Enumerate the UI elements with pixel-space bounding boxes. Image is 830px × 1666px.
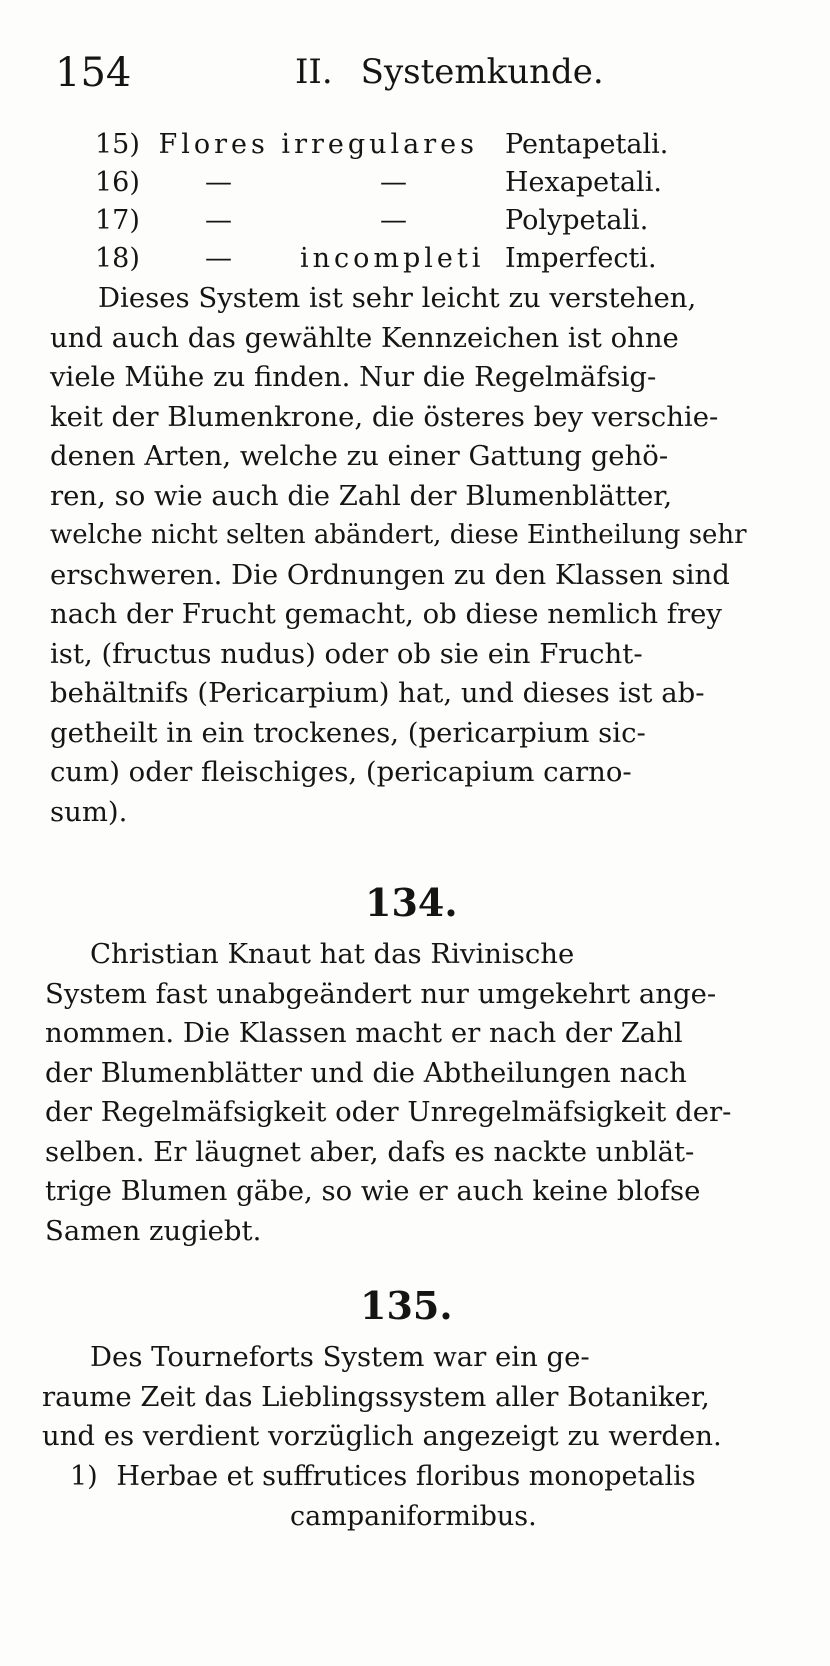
- tournefort-class-1: 1) Herbae et suffrutices floribus monopetalis: [70, 1461, 696, 1492]
- class-line-17: 17) — — Polypetali.: [95, 205, 649, 236]
- running-head: [295, 52, 604, 92]
- section-number-134: 134.: [365, 880, 458, 925]
- section-135-text: Des Tourneforts System war ein ge- raume Zeit das Lieblingssystem aller Botaniker, und es verdient vorzüglich angezeigt zu werden.: [42, 1341, 722, 1452]
- section-134-text: Christian Knaut hat das Rivinische System fast unabgeändert nur umgekehrt ange- nommen. Die Klassen macht er nach der Zahl der Blumenblätter und die Abtheilungen nach der Regelmäfsigkeit oder Unregelmäfsigkeit der- selben. Er läugnet aber, dafs es nackte unblät- trige Blumen gäbe, so wie er auch keine blofse Samen zugiebt.: [45, 938, 732, 1247]
- part-number: II.: [295, 52, 333, 92]
- class-line-16: 16) — — Hexapetali.: [95, 167, 662, 198]
- class-line-15: 15) Flores irregulares Pentapetali.: [95, 129, 669, 160]
- chapter-title: Systemkunde.: [360, 52, 604, 92]
- page-header: [55, 50, 815, 110]
- section-number-135: 135.: [360, 1283, 453, 1328]
- page-number: 154: [55, 50, 132, 96]
- tournefort-class-1-cont: campaniformibus.: [290, 1501, 537, 1532]
- class-line-18: 18) — incompleti Imperfecti.: [95, 243, 657, 274]
- paragraph-1: Dieses System ist sehr leicht zu verstehen, und auch das gewählte Kennzeichen ist ohne viele Mühe zu finden. Nur die Regelmäfsig- keit der Blumenkrone, die österes bey verschie- denen Arten, welche zu einer Gattung gehö- ren, so wie auch die Zahl der Blumenblätter, welche nicht selten abändert, diese Eintheilung sehr erschweren. Die Ordnungen zu den Klassen sind nach der Frucht gemacht, ob diese nemlich frey ist, (fructus nudus) oder ob sie ein Frucht- behältnifs (Pericarpium) hat, und dieses ist ab- getheilt in ein trockenes, (pericarpium sic- cum) oder fleischiges, (pericapium carno- sum).: [50, 282, 747, 828]
